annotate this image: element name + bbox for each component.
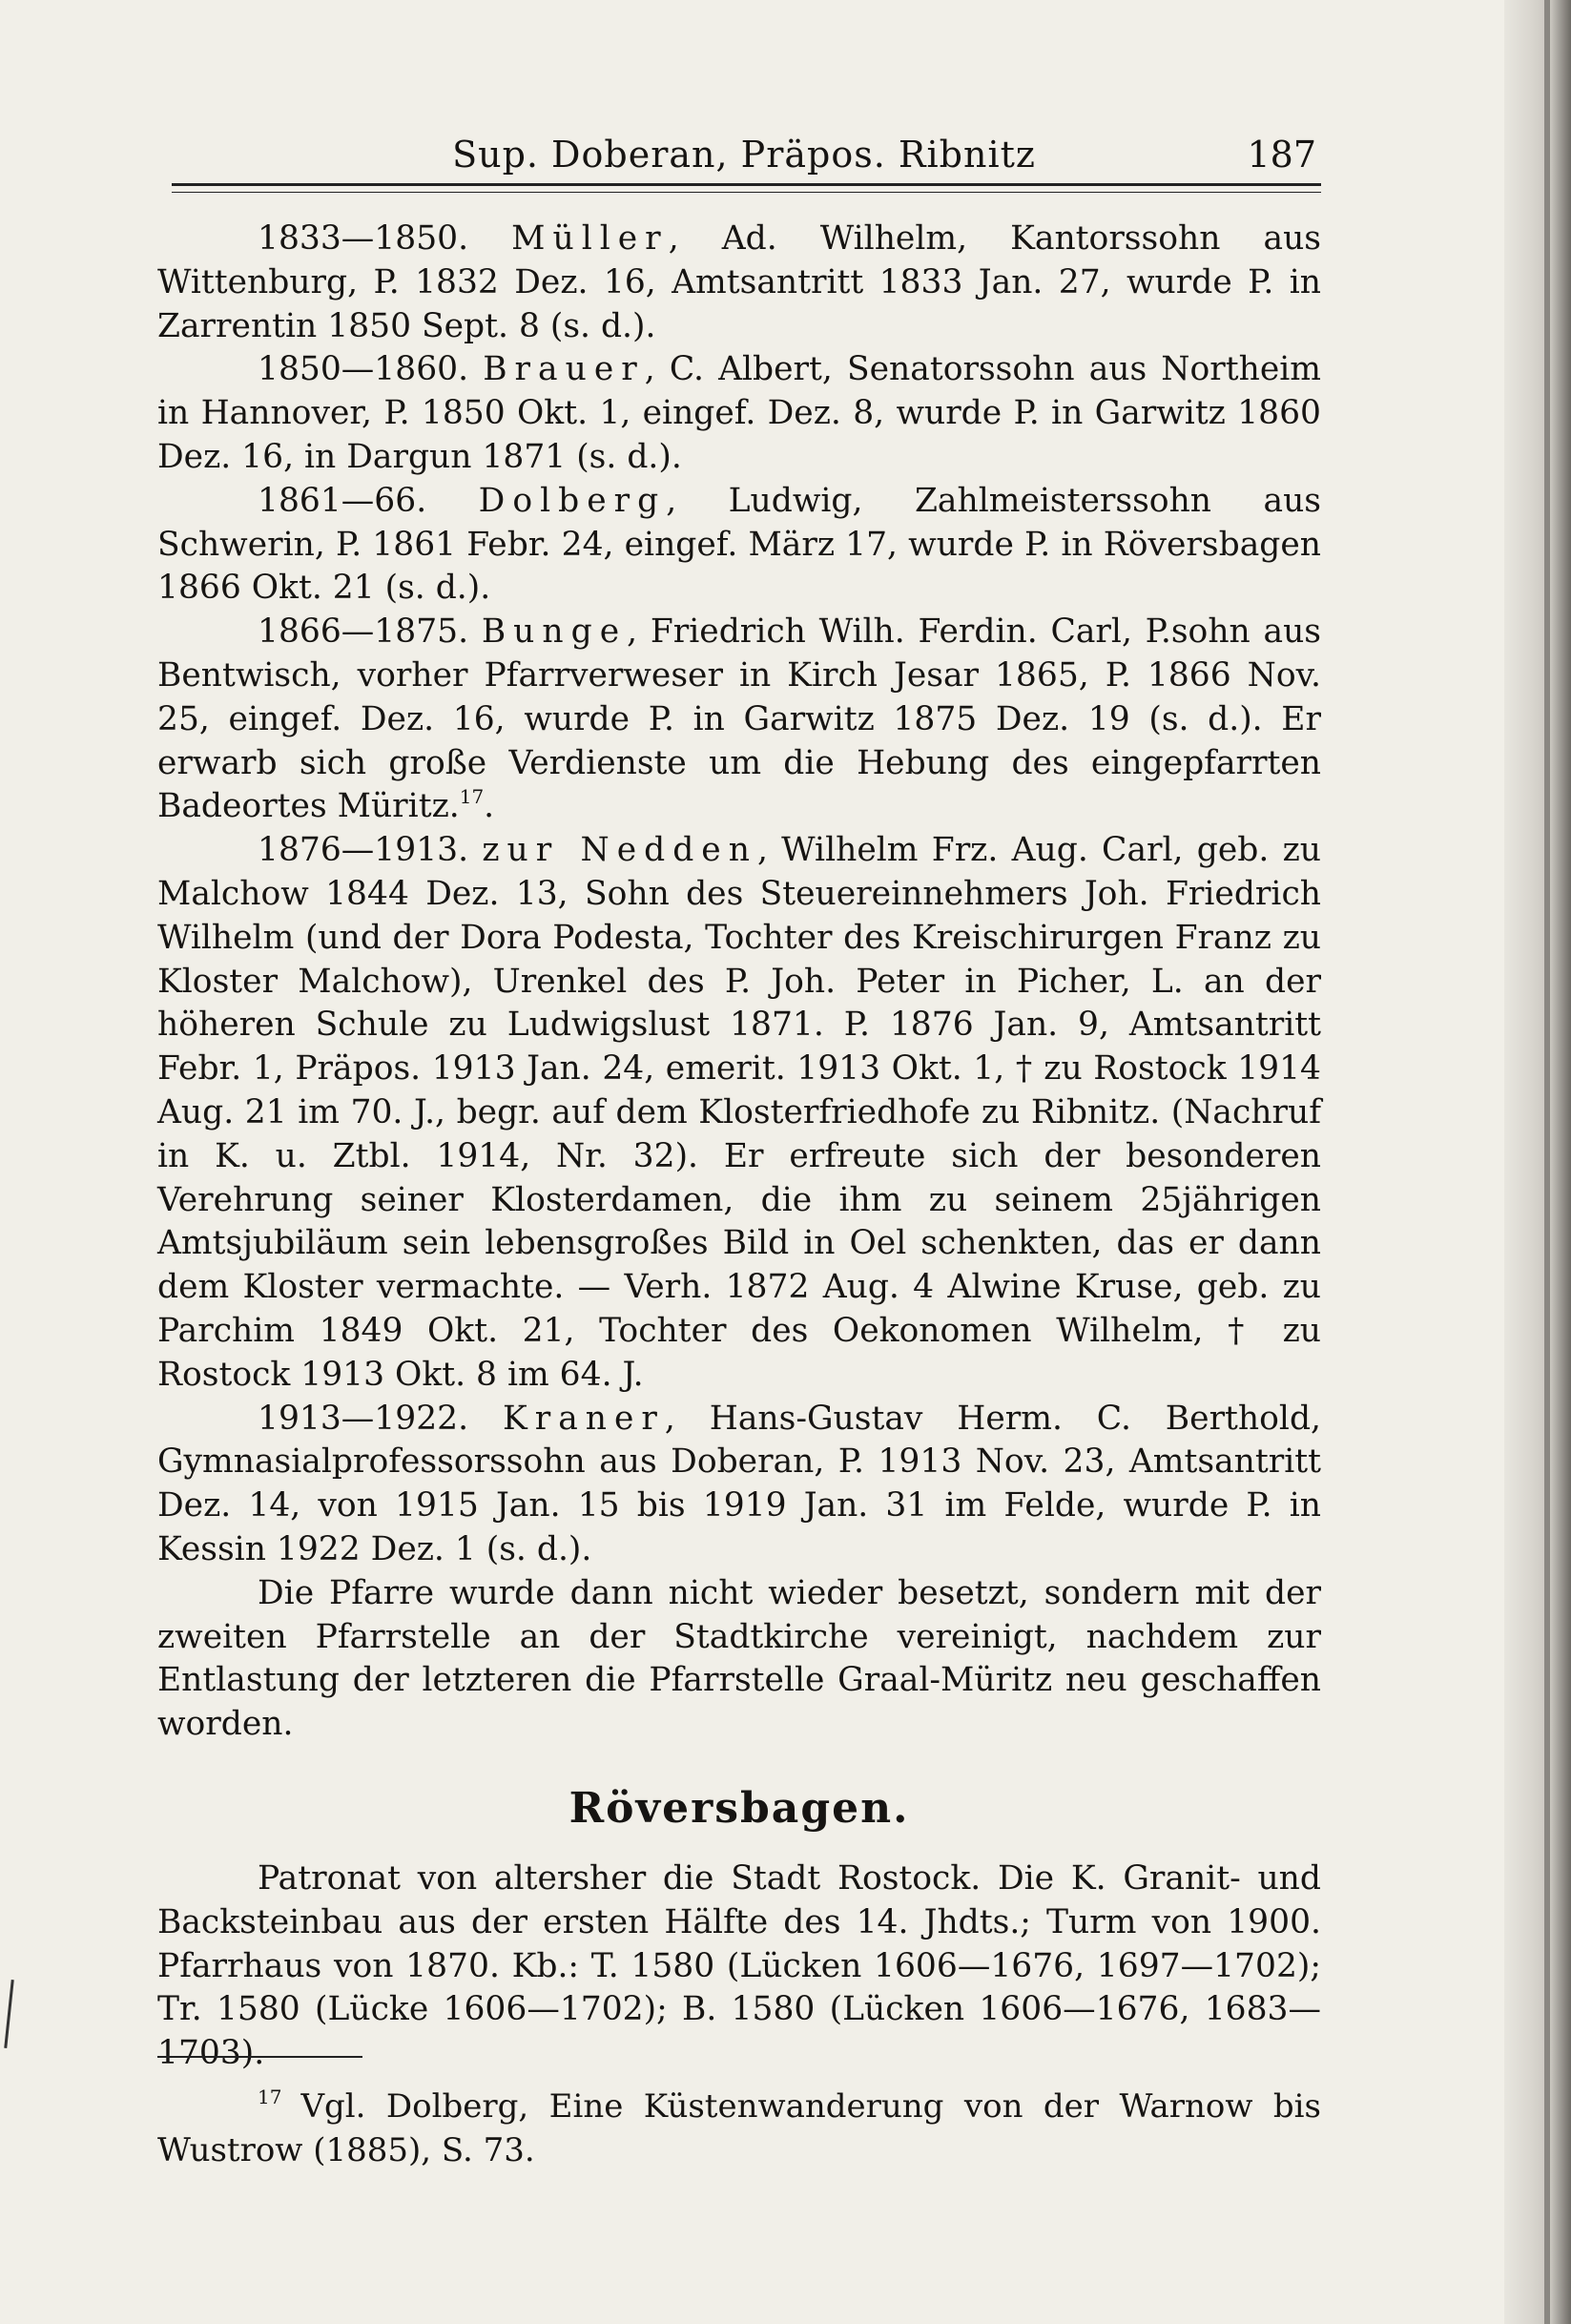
entry-name: Müller bbox=[511, 219, 669, 258]
entry-period: 1913—1922. bbox=[258, 1399, 469, 1438]
entry-name: Bunge bbox=[481, 612, 628, 652]
entry-text: , Hans-Gustav Herm. C. Berthold, Gymnasialprofessorssohn aus Doberan, P. 1913 Nov. 23, Amtsantritt Dez. 14, von 1915 Jan. 15 bis 1919 Jan. 31 im Felde, wurde P. in Kessin 1922 Dez. 1 (s. d.). bbox=[157, 1399, 1321, 1568]
entry-name: Dolberg bbox=[478, 481, 667, 520]
entry-name: zur Nedden bbox=[482, 831, 757, 870]
entry-period: 1833—1850. bbox=[258, 219, 469, 258]
section-paragraph: Patronat von altersher die Stadt Rostock. Die K. Granit- und Backsteinbau aus der ersten Hälfte des 14. Jhdts.; Turm von 1900. Pfarrhaus von 1870. Kb.: T. 1580 (Lücken 1606—1676, 1697—1702); Tr. 1580 (Lücke 1606—1702); B. 1580 (Lücken 1606—1676, 1683—1703). bbox=[157, 1859, 1321, 2073]
entry-text: , Friedrich Wilh. Ferdin. Carl, P.sohn aus Bentwisch, vorher Pfarrverweser in Kirch Jesar 1865, P. 1866 Nov. 25, eingef. Dez. 16, wurde P. in Garwitz 1875 Dez. 19 (s. d.). Er erwarb sich große Verdienste um die Hebung des eingepfarrten Badeortes Müritz. bbox=[157, 612, 1321, 826]
main-text bbox=[157, 218, 1321, 1747]
header-title: Sup. Doberan, Präpos. Ribnitz bbox=[452, 134, 1036, 176]
entry-name: Kraner bbox=[502, 1399, 665, 1438]
entry-paragraph bbox=[157, 1398, 1321, 1572]
entry-paragraph bbox=[157, 829, 1321, 1397]
footnote-rule bbox=[157, 2056, 362, 2058]
entry-period: 1876—1913. bbox=[258, 831, 469, 870]
running-header bbox=[172, 134, 1316, 181]
entry-text: , Wilhelm Frz. Aug. Carl, geb. zu Malchow 1844 Dez. 13, Sohn des Steuereinnehmers Joh. Friedrich Wilhelm (und der Dora Podesta, Tochter des Kreischirurgen Franz zu Kloster Malchow), Urenkel des P. Joh. Peter in Picher, L. an der höheren Schule zu Ludwigslust 1871. P. 1876 Jan. 9, Amtsantritt Febr. 1, Präpos. 1913 Jan. 24, emerit. 1913 Okt. 1, † zu Rostock 1914 Aug. 21 im 70. J., begr. auf dem Klosterfriedhofe zu Ribnitz. (Nachruf in K. u. Ztbl. 1914, Nr. 32). Er erfreute sich der besonderen Verehrung seiner Klosterdamen, die ihm zu seinem 25jährigen Amtsjubiläum sein lebensgroßes Bild in Oel schenkten, das er dann dem Kloster vermachte. — Verh. 1872 Aug. 4 Alwine Kruse, geb. zu Parchim 1849 Okt. 21, Tochter des Oekonomen Wilhelm, † zu Rostock 1913 Okt. 8 im 64. J. bbox=[157, 831, 1322, 1394]
footnote-text: Vgl. Dolberg, Eine Küstenwanderung von der Warnow bis Wustrow (1885), S. 73. bbox=[157, 2087, 1321, 2169]
entry-paragraph: 1866—1875. Bunge, Friedrich Wilh. Ferdin. Carl, P.sohn aus Bentwisch, vorher Pfarrverweser in Kirch Jesar 1865, P. 1866 Nov. 25, eingef. Dez. 16, wurde P. in Garwitz 1875 Dez. 19 (s. d.). Er erwarb sich große Verdienste um die Hebung des eingepfarrten Badeortes Müritz.$^{17}$. bbox=[157, 612, 1321, 826]
entry-paragraph bbox=[157, 218, 1321, 348]
page-number: 187 bbox=[1247, 134, 1316, 176]
entry-period: 1850—1860. bbox=[258, 350, 469, 389]
entry-text: , Ludwig, Zahlmeisterssohn aus Schwerin, P. 1861 Febr. 24, eingef. März 17, wurde P. in Röversbagen 1866 Okt. 21 (s. d.). bbox=[157, 481, 1321, 608]
entry-period: 1866—1875. bbox=[258, 612, 469, 652]
footnote bbox=[157, 2085, 1321, 2172]
entry-paragraph bbox=[157, 480, 1321, 611]
header-rule bbox=[172, 183, 1321, 193]
entry-text: , C. Albert, Senatorssohn aus Northeim in Hannover, P. 1850 Okt. 1, eingef. Dez. 8, wurde P. in Garwitz 1860 Dez. 16, in Dargun 1871 (s. d.). bbox=[157, 350, 1322, 476]
section-title: Röversbagen. bbox=[568, 1784, 910, 1833]
entry-text: , Ad. Wilhelm, Kantorssohn aus Wittenburg, P. 1832 Dez. 16, Amtsantritt 1833 Jan. 27, wurde P. in Zarrentin 1850 Sept. 8 (s. d.). bbox=[157, 219, 1321, 345]
footnote-reference[interactable]: 17 bbox=[459, 785, 485, 809]
entry-paragraph bbox=[157, 348, 1321, 479]
closing-paragraph: Die Pfarre wurde dann nicht wieder besetzt, sondern mit der zweiten Pfarrstelle an der Stadtkirche vereinigt, nachdem zur Entlastung der letzteren die Pfarrstelle Graal-Müritz neu geschaffen worden. bbox=[157, 1573, 1321, 1744]
entry-name: Brauer bbox=[483, 350, 645, 389]
entry-period: 1861—66. bbox=[258, 481, 427, 520]
footnote-mark: 17 bbox=[258, 2085, 282, 2108]
book-binding-edge bbox=[1504, 0, 1571, 2324]
footnote-paragraph bbox=[157, 2085, 1321, 2172]
margin-pencil-mark bbox=[4, 1980, 14, 2048]
section-body bbox=[157, 1857, 1321, 2076]
